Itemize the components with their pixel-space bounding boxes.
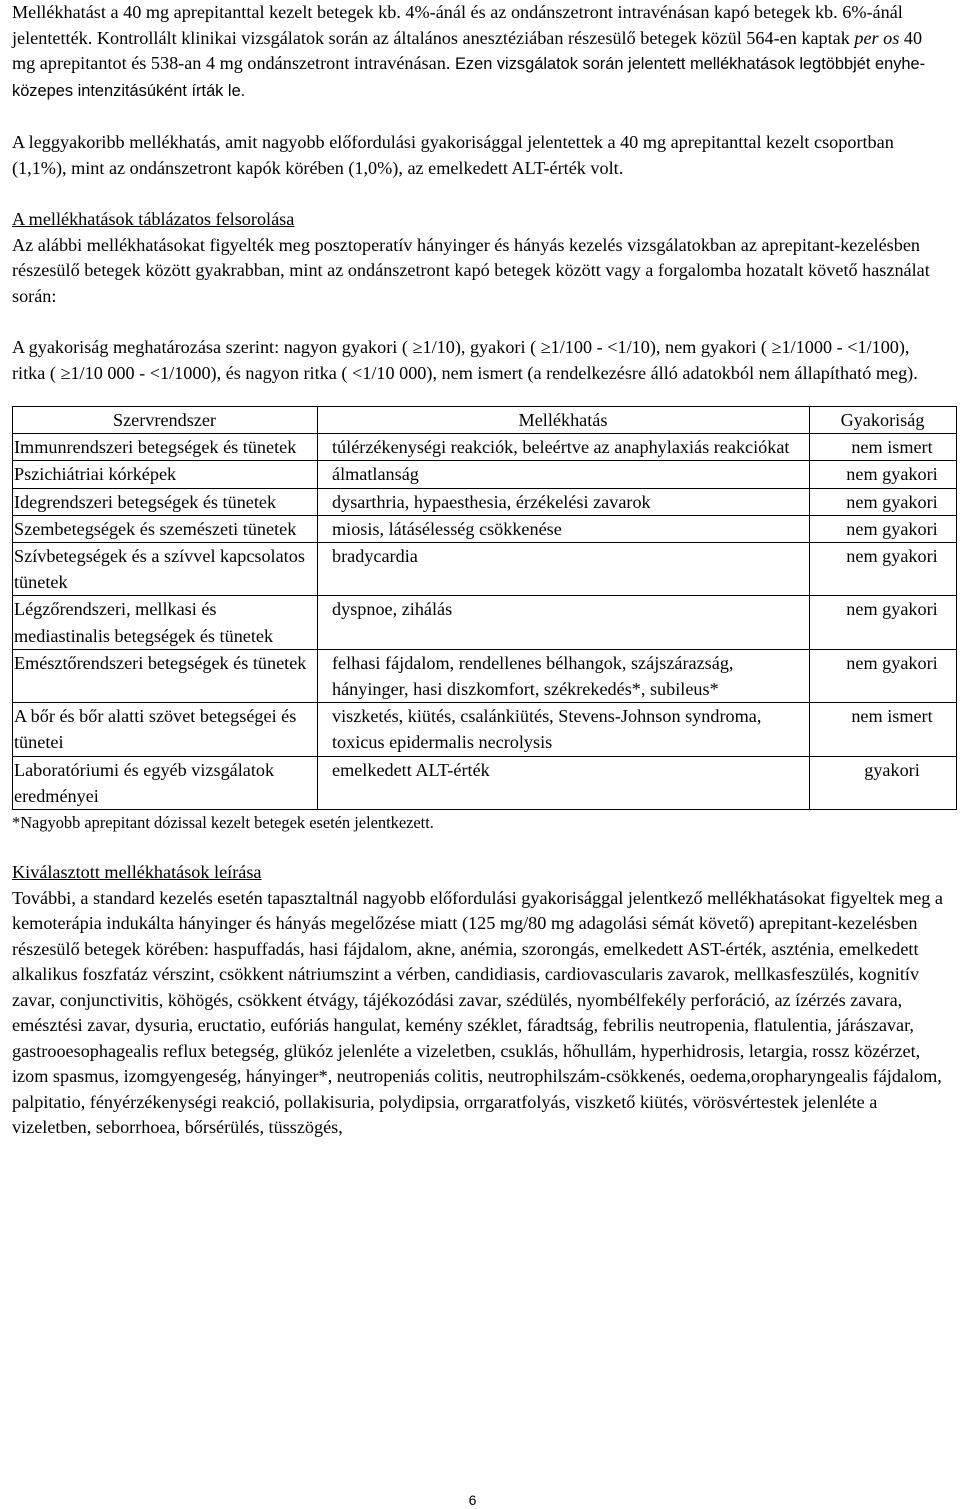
cell-effect: viszketés, kiütés, csalánkiütés, Stevens-Johnson syndroma, toxicus epidermalis necrolysis: [318, 703, 810, 756]
header-organ: Szervrendszer: [13, 407, 318, 434]
cell-frequency: nem ismert: [810, 434, 957, 461]
document-page: [12, 0, 947, 1141]
table-row: [13, 649, 957, 702]
table-body: [13, 434, 957, 810]
cell-effect: dysarthria, hypaesthesia, érzékelési zavarok: [318, 488, 810, 515]
leading-adverse-paragraph: A leggyakoribb mellékhatás, amit nagyobb előfordulási gyakorisággal jelentettek a 40 mg aprepitanttal kezelt csoportban (1,1%), mint az ondánszetront kapók körében (1,0%), az emelkedett ALT-érték volt.: [12, 132, 894, 178]
cell-frequency: nem ismert: [810, 703, 957, 756]
table-row: [13, 756, 957, 809]
cell-organ: Szívbetegségek és a szívvel kapcsolatos tünetek: [13, 543, 318, 596]
cell-effect: túlérzékenységi reakciók, beleértve az anaphylaxiás reakciókat: [318, 434, 810, 461]
header-frequency: Gyakoriság: [810, 407, 957, 434]
page-number: 6: [468, 1492, 477, 1508]
table-row: [13, 515, 957, 542]
intro-sans-text: Ezen vizsgálatok során jelentett mellékhatások legtöbbjét enyhe-közepes intenzitásúként írták le.: [12, 55, 926, 100]
section-heading-tabular: A mellékhatások táblázatos felsorolása: [12, 209, 295, 229]
frequency-definition: A gyakoriság meghatározása szerint: nagyon gyakori ( ≥1/10), gyakori ( ≥1/100 - <1/10), nem gyakori ( ≥1/1000 - <1/100), ritka ( ≥1/10 000 - <1/1000), és nagyon ritka ( <1/10 000), nem ismert (a rendelkezésre álló adatokból nem állapítható meg).: [12, 337, 918, 383]
cell-organ: Szembetegségek és szemészeti tünetek: [13, 515, 318, 542]
cell-effect: felhasi fájdalom, rendellenes bélhangok, szájszárazság, hányinger, hasi diszkomfort, székrekedés*, subileus*: [318, 649, 810, 702]
cell-frequency: nem gyakori: [810, 515, 957, 542]
cell-frequency: nem gyakori: [810, 596, 957, 649]
adverse-reactions-table: [12, 406, 957, 810]
table-row: [13, 488, 957, 515]
cell-organ: Laboratóriumi és egyéb vizsgálatok eredményei: [13, 756, 318, 809]
cell-effect: álmatlanság: [318, 461, 810, 488]
cell-effect: dyspnoe, zihálás: [318, 596, 810, 649]
table-footnote: *Nagyobb aprepitant dózissal kezelt betegek esetén jelentkezett.: [12, 813, 434, 833]
section-heading-selected: Kiválasztott mellékhatások leírása: [12, 862, 262, 883]
cell-frequency: gyakori: [810, 756, 957, 809]
header-effect: Mellékhatás: [318, 407, 810, 434]
cell-organ: Immunrendszeri betegségek és tünetek: [13, 434, 318, 461]
cell-frequency: nem gyakori: [810, 461, 957, 488]
cell-frequency: nem gyakori: [810, 488, 957, 515]
table-row: [13, 703, 957, 756]
intro-text-1: Mellékhatást a 40 mg aprepitanttal kezelt betegek kb. 4%-ánál és az ondánszetront intravénásan kapó betegek kb. 6%-ánál jelentették. Kontrollált klinikai vizsgálatok során az általános anesztéziában részesülő betegek közül 564-en kaptak: [12, 2, 903, 48]
section-tabular-text: Az alábbi mellékhatásokat figyelték meg posztoperatív hányinger és hányás kezelés vizsgálatokban az aprepitant-kezelésben részesülő betegek között gyakrabban, mint az ondánszetront kapó betegek között vagy a forgalomba hozatalt követő használat során:: [12, 234, 930, 306]
table-row: [13, 461, 957, 488]
cell-effect: miosis, látásélesség csökkenése: [318, 515, 810, 542]
table-row: [13, 596, 957, 649]
cell-effect: bradycardia: [318, 543, 810, 596]
section-selected-text: További, a standard kezelés esetén tapasztaltnál nagyobb előfordulási gyakorisággal jelentkező mellékhatásokat figyeltek meg a kemoterápia indukálta hányinger és hányás megelőzése miatt (125 mg/80 mg adagolási sémát követő) aprepitant-kezelésben részesülő betegek körében: haspuffadás, hasi fájdalom, akne, anémia, szorongás, emelkedett AST-érték, aszténia, emelkedett alkalikus foszfatáz vérszint, csökkent nátriumszint a vérben, candidiasis, cardiovascularis zavarok, mellkasfeszülés, kognitív zavar, conjunctivitis, köhögés, csökkent étvágy, tájékozódási zavar, szédülés, nyombélfekély perforáció, az ízérzés zavara, emésztési zavar, dysuria, eructatio, eufóriás hangulat, kemény széklet, fáradtság, febrilis neutropenia, flatulentia, járászavar, gastrooesophagealis reflux betegség, glükóz jelenléte a vizeletben, csuklás, hőhullám, hyperhidrosis, letargia, rossz közérzet, izom spasmus, izomgyengeség, hányinger*, neutropeniás colitis, neutrophilszám-csökkenés, oedema,oropharyngealis fájdalom, palpitatio, fényérzékenységi reakció, pollakisuria, polydipsia, orrgaratfolyás, viszkető kiütés, vörösvértestek jelenléte a vizeletben, seborrhoea, bőrsérülés, tüsszögés,: [12, 887, 943, 1138]
table-row: [13, 434, 957, 461]
cell-organ: Emésztőrendszeri betegségek és tünetek: [13, 649, 318, 702]
table-row: [13, 543, 957, 596]
table-header-row: [13, 407, 957, 434]
cell-frequency: nem gyakori: [810, 543, 957, 596]
cell-frequency: nem gyakori: [810, 649, 957, 702]
cell-effect: emelkedett ALT-érték: [318, 756, 810, 809]
cell-organ: Idegrendszeri betegségek és tünetek: [13, 488, 318, 515]
intro-text-2: 40 mg aprepitantot és 538-an 4 mg ondánszetront intravénásan.: [12, 27, 923, 73]
cell-organ: A bőr és bőr alatti szövet betegségei és tünetei: [13, 703, 318, 756]
cell-organ: Pszichiátriai kórképek: [13, 461, 318, 488]
intro-paragraph: [12, 0, 947, 104]
cell-organ: Légzőrendszeri, mellkasi és mediastinalis betegségek és tünetek: [13, 596, 318, 649]
intro-italic: per os: [854, 27, 900, 48]
